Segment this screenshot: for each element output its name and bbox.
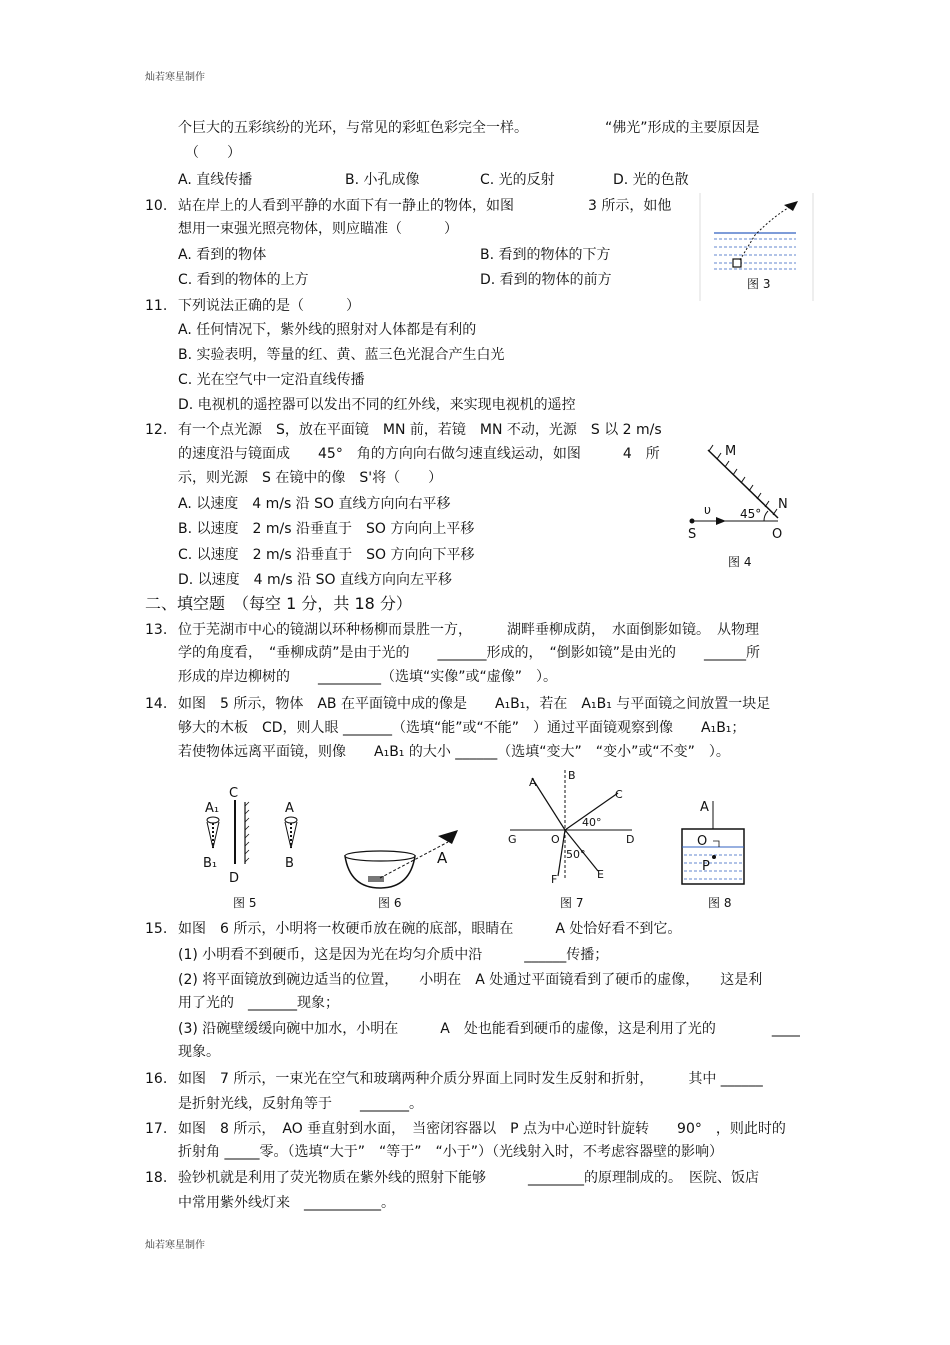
q12-option-b: B. 以速度 2 m/s 沿垂直于 SO 方向向上平移 bbox=[178, 521, 475, 537]
q13-line3: 形成的岸边柳树的 _________（选填“实像”或“虚像” ）。 bbox=[178, 669, 558, 685]
figure-4-caption: 图 4 bbox=[728, 555, 752, 569]
q18-line1: 验钞机就是利用了荧光物质在紫外线的照射下能够 ________的原理制成的。 医院、饭店 bbox=[178, 1170, 759, 1186]
q9-line1b: “佛光”形成的主要原因是 bbox=[605, 120, 760, 136]
page-footer: 灿若寒星制作 bbox=[145, 1240, 205, 1251]
figure-4-label-s: S bbox=[688, 527, 697, 542]
q18-line2: 中常用紫外线灯来 ___________。 bbox=[178, 1195, 395, 1211]
q11-option-d: D. 电视机的遥控器可以发出不同的红外线，来实现电视机的遥控 bbox=[178, 397, 576, 413]
figure-7-label-angle-50: 50° bbox=[566, 848, 586, 861]
figure-7 bbox=[500, 768, 645, 912]
q15-sub2-line2: 用了光的 _______现象； bbox=[178, 995, 339, 1011]
figure-5-label-b1: B₁ bbox=[203, 856, 218, 871]
figure-8-label-o: O bbox=[697, 834, 708, 849]
figure-7-label-f: F bbox=[551, 873, 558, 886]
q17-line1: 如图 8 所示， AO 垂直射到水面， 当密闭容器以 P 点为中心逆时针旋转 90° ，则此时的 bbox=[178, 1121, 786, 1137]
figure-4-label-m: M bbox=[725, 444, 737, 459]
q9-line1: 个巨大的五彩缤纷的光环，与常见的彩虹色彩完全一样。 bbox=[178, 120, 528, 136]
q10-option-a: A. 看到的物体 bbox=[178, 247, 267, 263]
figure-8 bbox=[675, 795, 755, 912]
q10-option-b: B. 看到的物体的下方 bbox=[480, 247, 611, 263]
figure-6 bbox=[340, 820, 470, 912]
figure-5-label-a: A bbox=[285, 801, 294, 816]
q10-line2: 想用一束强光照亮物体，则应瞄准（ ） bbox=[178, 221, 458, 237]
figure-8-label-a: A bbox=[700, 800, 709, 815]
q12-option-a: A. 以速度 4 m/s 沿 SO 直线方向向右平移 bbox=[178, 496, 451, 512]
q16-line1: 如图 7 所示，一束光在空气和玻璃两种介质分界面上同时发生反射和折射， 其中 ______ bbox=[178, 1071, 763, 1087]
q16-line2: 是折射光线，反射角等于 _______。 bbox=[178, 1096, 423, 1112]
figure-5 bbox=[195, 782, 315, 912]
figure-6-caption: 图 6 bbox=[378, 896, 402, 910]
q15-sub3-line2: 现象。 bbox=[178, 1044, 220, 1060]
q15-sub3-line1: (3) 沿碗壁缓缓向碗中加水，小明在 A 处也能看到硬币的虚像，这是利用了光的 ____ bbox=[178, 1021, 800, 1037]
q13-line1: 位于芜湖市中心的镜湖以环种杨柳而景胜一方， 湖畔垂柳成荫， 水面倒影如镜。 从物理 bbox=[178, 622, 759, 638]
section-2-title: 二、填空题 （每空 1 分，共 18 分） bbox=[145, 594, 412, 613]
q10-line1b: 3 所示，如他 bbox=[588, 198, 672, 214]
figure-5-caption: 图 5 bbox=[233, 896, 257, 910]
figure-5-label-b: B bbox=[285, 856, 294, 871]
q11-number: 11. bbox=[145, 298, 168, 314]
figure-7-label-angle-40: 40° bbox=[582, 816, 602, 829]
q9-option-b: B. 小孔成像 bbox=[345, 172, 420, 188]
q12-line3: 示，则光源 S 在镜中的像 S'将（ ） bbox=[178, 470, 443, 486]
q15-stem: 如图 6 所示，小明将一枚硬币放在碗的底部，眼睛在 A 处恰好看不到它。 bbox=[178, 921, 682, 937]
q14-line1: 如图 5 所示，物体 AB 在平面镜中成的像是 A₁B₁，若在 A₁B₁ 与平面镜之间放置一块足 bbox=[178, 696, 771, 712]
figure-7-caption: 图 7 bbox=[560, 896, 584, 910]
figure-6-label-a: A bbox=[437, 849, 448, 867]
q10-line1: 站在岸上的人看到平静的水面下有一静止的物体，如图 bbox=[178, 198, 514, 214]
q17-number: 17. bbox=[145, 1121, 168, 1137]
q18-number: 18. bbox=[145, 1170, 168, 1186]
q13-number: 13. bbox=[145, 622, 168, 638]
q15-number: 15. bbox=[145, 921, 168, 937]
figure-5-label-c: C bbox=[229, 786, 239, 801]
q11-option-a: A. 任何情况下，紫外线的照射对人体都是有利的 bbox=[178, 322, 477, 338]
figure-7-label-e: E bbox=[597, 868, 604, 881]
q14-number: 14. bbox=[145, 696, 168, 712]
figure-7-label-g: G bbox=[508, 833, 517, 846]
q12-number: 12. bbox=[145, 422, 168, 438]
q13-line2: 学的角度看， “垂柳成荫”是由于光的 _______形成的， “倒影如镜”是由光的 ______所 bbox=[178, 645, 761, 661]
q11-option-c: C. 光在空气中一定沿直线传播 bbox=[178, 372, 365, 388]
q15-sub1: (1) 小明看不到硬币，这是因为光在均匀介质中沿 ______传播； bbox=[178, 947, 609, 963]
figure-3-caption: 图 3 bbox=[747, 277, 771, 291]
q9-option-a: A. 直线传播 bbox=[178, 172, 253, 188]
figure-7-label-c: C bbox=[615, 788, 623, 801]
figure-4-label-o: O bbox=[772, 527, 783, 542]
q10-option-d: D. 看到的物体的前方 bbox=[480, 272, 612, 288]
figure-3 bbox=[700, 193, 815, 301]
q14-line3: 若使物体远离平面镜，则像 A₁B₁ 的大小 ______（选填“变大” “变小”或“不变” ）。 bbox=[178, 744, 730, 760]
page-header: 灿若寒星制作 bbox=[145, 72, 205, 83]
figure-5-label-a1: A₁ bbox=[205, 801, 220, 816]
figure-8-caption: 图 8 bbox=[708, 896, 732, 910]
q9-bracket: （ ） bbox=[185, 145, 241, 161]
figure-4 bbox=[680, 438, 800, 573]
figure-7-label-d: D bbox=[626, 833, 635, 846]
q10-number: 10. bbox=[145, 198, 168, 214]
figure-7-label-b: B bbox=[568, 769, 576, 782]
q17-line2: 折射角 _____零。（选填“大于” “等于” “小于”）（光线射入时，不考虑容器壁的影响） bbox=[178, 1144, 723, 1160]
q12-line2: 的速度沿与镜面成 45° 角的方向向右做匀速直线运动，如图 4 所 bbox=[178, 446, 660, 462]
q10-option-c: C. 看到的物体的上方 bbox=[178, 272, 309, 288]
figure-4-label-n: N bbox=[778, 497, 788, 512]
q12-option-c: C. 以速度 2 m/s 沿垂直于 SO 方向向下平移 bbox=[178, 547, 475, 563]
q11-stem: 下列说法正确的是（ ） bbox=[178, 298, 360, 314]
q11-option-b: B. 实验表明，等量的红、黄、蓝三色光混合产生白光 bbox=[178, 347, 505, 363]
q14-line2: 够大的木板 CD，则人眼 _______（选填“能”或“不能” ）通过平面镜观察到像 A₁B₁； bbox=[178, 720, 746, 736]
q16-number: 16. bbox=[145, 1071, 168, 1087]
q9-option-c: C. 光的反射 bbox=[480, 172, 555, 188]
q12-option-d: D. 以速度 4 m/s 沿 SO 直线方向向左平移 bbox=[178, 572, 452, 588]
figure-5-label-d: D bbox=[229, 871, 240, 886]
figure-7-label-a: A bbox=[529, 776, 537, 789]
q15-sub2-line1: (2) 将平面镜放到碗边适当的位置， 小明在 A 处通过平面镜看到了硬币的虚像， 这是利 bbox=[178, 972, 763, 988]
q9-option-d: D. 光的色散 bbox=[613, 172, 689, 188]
figure-4-label-v: υ bbox=[704, 503, 711, 517]
figure-8-label-p: P bbox=[702, 859, 710, 874]
figure-7-label-o: O bbox=[551, 833, 560, 846]
q12-line1: 有一个点光源 S，放在平面镜 MN 前，若镜 MN 不动，光源 S 以 2 m/s bbox=[178, 422, 662, 438]
figure-4-label-angle: 45° bbox=[740, 507, 762, 521]
